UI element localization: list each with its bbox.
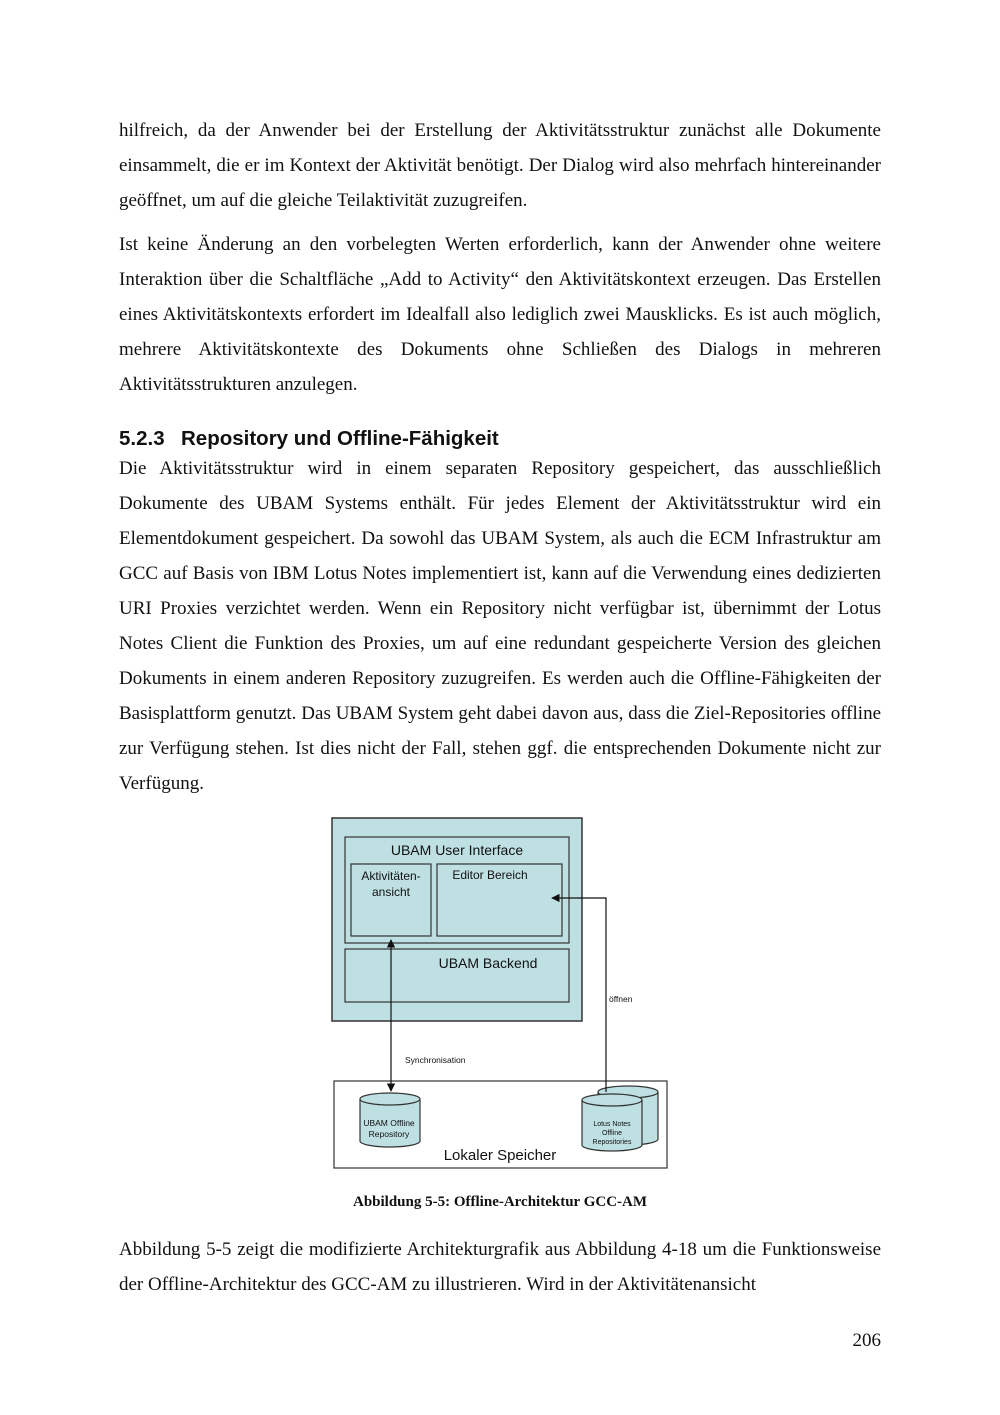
lotus-notes-label-line2: Offline [601,1130,623,1137]
paragraph-repository: Die Aktivitätsstruktur wird in einem separaten Repository gespeichert, das ausschließlich Dokumente des UBAM Systems enthält. Für jedes Element der Aktivitätsstruktur wird ein Elementdokument gespeichert. Da sowohl das UBAM System, als auch die ECM Infrastruktur am GCC auf Basis von IBM Lotus Notes implementiert ist, kann auf die Verwendung eines dedizierten URI Proxies verzichtet werden. Wenn ein Repository nicht verfügbar ist, übernimmt der Lotus Notes Client die Funktion des Proxies, um auf eine redundant gespeicherte Version des gleichen Dokuments in einem anderen Repository zuzugreifen. Es werden auch die Offline-Fähigkeiten der Basisplattform genutzt. Das UBAM System geht dabei davon aus, dass die Ziel-Repositories offline zur Verfügung stehen. Ist dies nicht der Fall, stehen ggf. die entsprechenden Dokumente nicht zur Verfügung. [119,458,881,794]
backend-label: UBAM Backend [438,955,538,971]
section-heading [119,424,881,454]
activity-view-label-line2: ansicht [371,885,411,899]
section-title: Repository und Offline-Fähigkeit [181,427,499,450]
paragraph-dialog-usage: hilfreich, da der Anwender bei der Erstellung der Aktivitätsstruktur zunächst alle Dokumente einsammelt, die er im Kontext der Aktivität benötigt. Der Dialog wird also mehrfach hintereinander geöffnet, um auf die gleiche Teilaktivität zuzugreifen. [119,120,881,211]
page-number: 206 [852,1330,881,1351]
editor-area-label: Editor Bereich [452,868,528,882]
figure-caption: Abbildung 5-5: Offline-Architektur GCC-AM [352,1194,648,1210]
activity-view-label-line1: Aktivitäten- [361,869,421,883]
lotus-notes-label-line3: Repositories [592,1139,632,1146]
offline-repository-label-line2: Repository [368,1129,410,1139]
synchronisation-label: Synchronisation [405,1055,466,1065]
lotus-notes-label-line1: Lotus Notes [593,1121,631,1128]
offline-repository-label-line1: UBAM Offline [363,1118,415,1128]
local-storage-label: Lokaler Speicher [443,1147,557,1164]
open-label: öffnen [609,994,633,1004]
paragraph-add-to-activity: Ist keine Änderung an den vorbelegten Werten erforderlich, kann der Anwender ohne weitere Interaktion über die Schaltfläche „Add to Activity“ den Aktivitätskontext erzeugen. Das Erstellen eines Aktivitätskontexts erfordert im Idealfall also lediglich zwei Mausklicks. Es ist auch möglich, mehrere Aktivitätskontexte des Dokuments ohne Schließen des Dialogs in mehreren Aktivitätsstrukturen anzulegen. [119,234,881,395]
architecture-diagram [330,816,670,1172]
section-number: 5.2.3 [119,427,165,450]
paragraph-figure-description: Abbildung 5-5 zeigt die modifizierte Architekturgrafik aus Abbildung 4-18 um die Funktionsweise der Offline-Architektur des GCC-AM zu illustrieren. Wird in der Aktivitätenansicht [119,1239,881,1295]
ui-label: UBAM User Interface [390,842,524,858]
